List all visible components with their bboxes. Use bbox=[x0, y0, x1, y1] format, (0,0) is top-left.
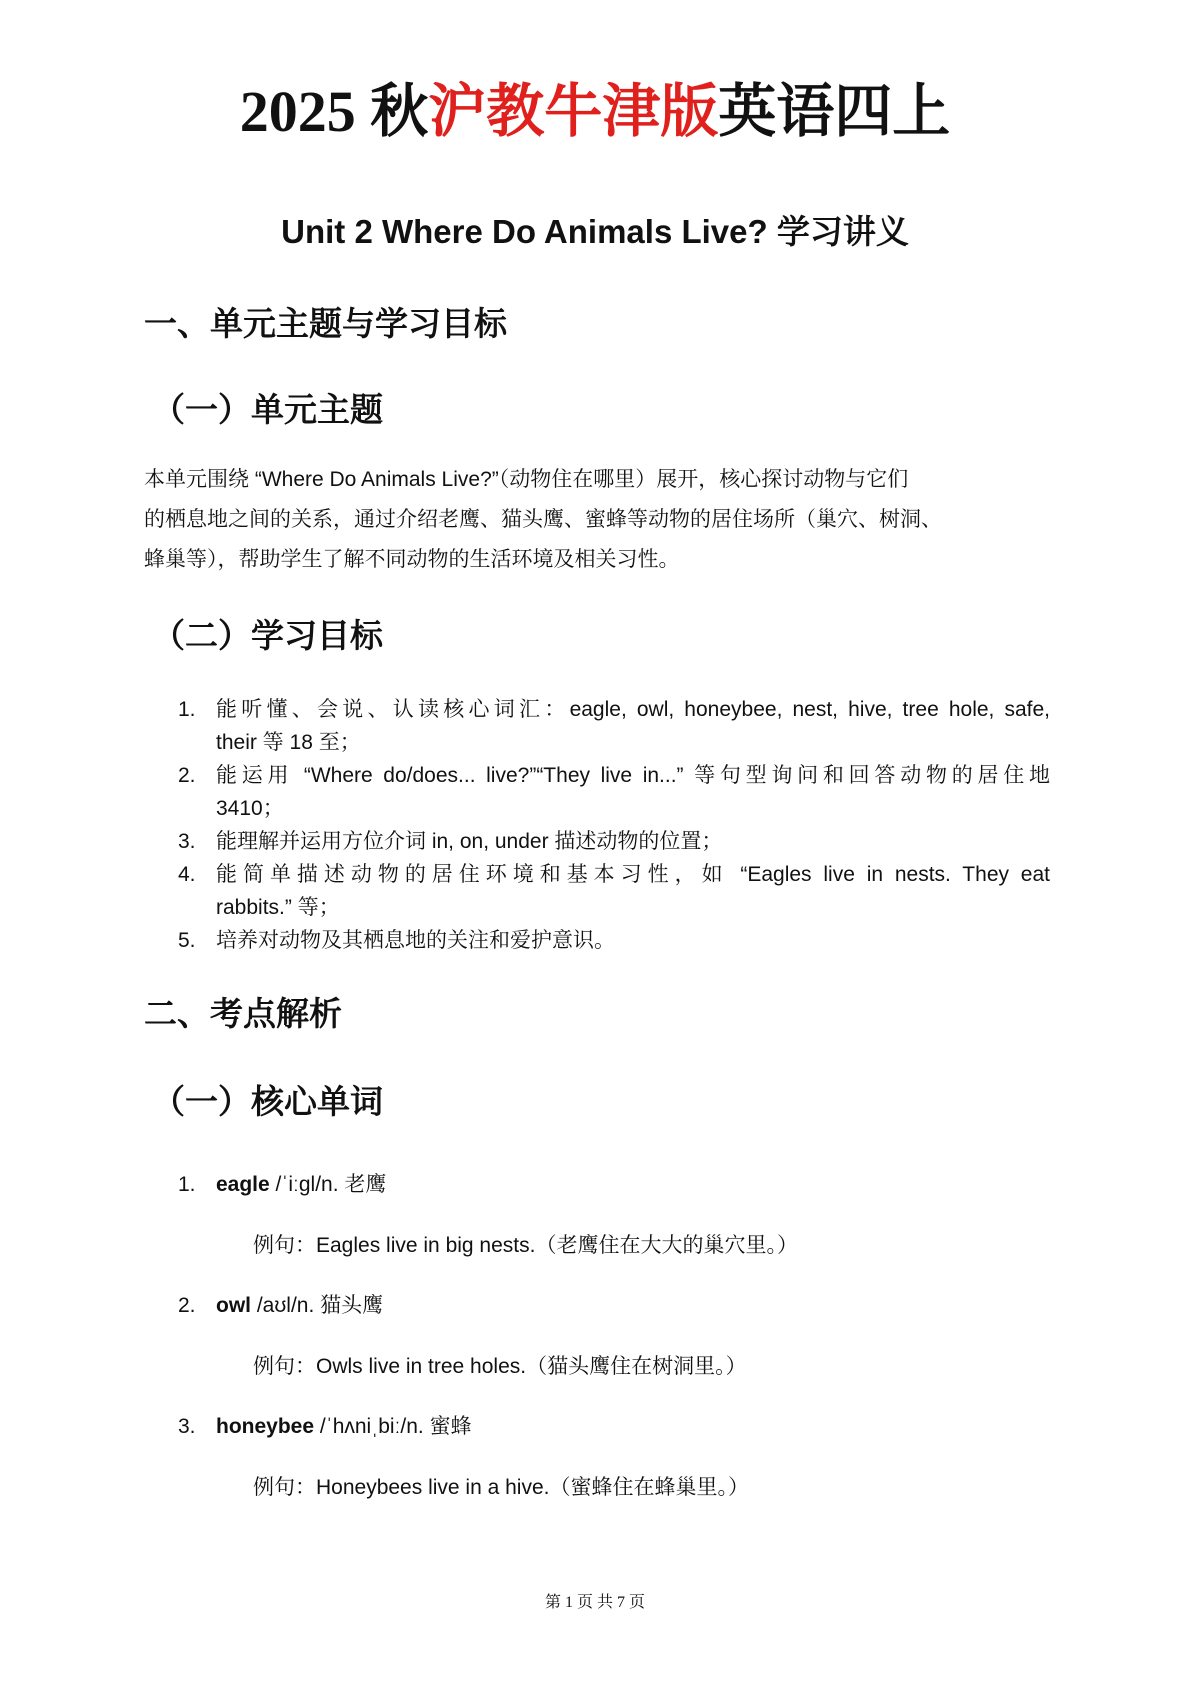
title-publisher: 沪教牛津版 bbox=[428, 79, 719, 144]
title-autumn: 秋 bbox=[370, 79, 429, 144]
vocab-detail: /aʊl/n. 猫头鹰 bbox=[251, 1294, 384, 1317]
page-footer: 第 1 页 共 7 页 bbox=[544, 1594, 645, 1611]
document-subtitle: Unit 2 Where Do Animals Live? 学习讲义 bbox=[281, 213, 909, 250]
vocab-word: owl bbox=[216, 1294, 251, 1317]
goal-line: rabbits.” 等； bbox=[216, 896, 340, 919]
goal-item bbox=[178, 759, 1050, 825]
unit-theme-paragraph bbox=[144, 460, 1056, 580]
goal-number: 2. bbox=[178, 764, 196, 787]
vocab-example: 例句：Owls live in tree holes.（猫头鹰住在树洞里。） bbox=[253, 1355, 747, 1378]
theme-line: 本单元围绕 “Where Do Animals Live?”（动物住在哪里）展开，核心探讨动物与它们 bbox=[144, 468, 909, 491]
vocab-word: honeybee bbox=[216, 1415, 315, 1438]
title-subject: 英语四上 bbox=[718, 79, 951, 144]
theme-line: 的栖息地之间的关系，通过介绍老鹰、猫头鹰、蜜蜂等动物的居住场所（巢穴、树洞、 bbox=[144, 508, 942, 531]
core-vocab-heading: （一）核心单词 bbox=[152, 1083, 383, 1120]
goal-number: 4. bbox=[178, 863, 196, 886]
vocab-example: 例句：Honeybees live in a hive.（蜜蜂住在蜂巢里。） bbox=[253, 1476, 749, 1499]
goal-number: 3. bbox=[178, 830, 196, 853]
vocab-detail: /ˈiːɡl/n. 老鹰 bbox=[269, 1173, 387, 1196]
goal-line: 能运用 “Where do/does... live?”“They live in...” 等句型询问和回答动物的居住地 bbox=[216, 764, 1050, 787]
vocab-example: 例句：Eagles live in big nests.（老鹰住在大大的巢穴里。） bbox=[253, 1234, 798, 1257]
section-2-heading: 二、考点解析 bbox=[144, 995, 342, 1032]
goal-line: 培养对动物及其栖息地的关注和爱护意识。 bbox=[216, 929, 615, 952]
theme-line: 蜂巢等），帮助学生了解不同动物的生活环境及相关习性。 bbox=[144, 548, 680, 571]
goal-number: 1. bbox=[178, 698, 196, 721]
title-year: 2025 bbox=[239, 79, 356, 144]
goal-line: their 等 18 至； bbox=[216, 731, 361, 754]
goal-item bbox=[178, 924, 1050, 957]
vocab-detail: /ˈhʌniˌbiː/n. 蜜蜂 bbox=[314, 1415, 472, 1438]
vocab-word: eagle bbox=[216, 1173, 270, 1196]
goal-item bbox=[178, 858, 1050, 924]
goal-number: 5. bbox=[178, 929, 196, 952]
unit-theme-heading: （一）单元主题 bbox=[152, 391, 383, 428]
section-1-heading: 一、单元主题与学习目标 bbox=[144, 305, 507, 342]
goal-line: 能听懂、会说、认读核心词汇：eagle, owl, honeybee, nest, hive, tree hole, safe, bbox=[216, 698, 1050, 721]
goal-line: 能理解并运用方位介词 in, on, under 描述动物的位置； bbox=[216, 830, 723, 853]
vocab-number: 2. bbox=[178, 1294, 196, 1317]
goal-line: 能简单描述动物的居住环境和基本习性，如 “Eagles live in nests. They eat bbox=[216, 863, 1050, 886]
vocab-entry bbox=[178, 1170, 386, 1200]
vocab-entry bbox=[178, 1291, 383, 1321]
learning-goals-heading: （二）学习目标 bbox=[152, 617, 383, 654]
vocab-entry bbox=[178, 1412, 472, 1442]
document-title bbox=[0, 72, 1190, 152]
vocab-number: 3. bbox=[178, 1415, 196, 1438]
goal-item bbox=[178, 825, 1050, 858]
vocab-number: 1. bbox=[178, 1173, 196, 1196]
goal-line: 3410； bbox=[216, 797, 284, 820]
goal-item bbox=[178, 693, 1050, 759]
learning-goals-list bbox=[178, 693, 1050, 957]
